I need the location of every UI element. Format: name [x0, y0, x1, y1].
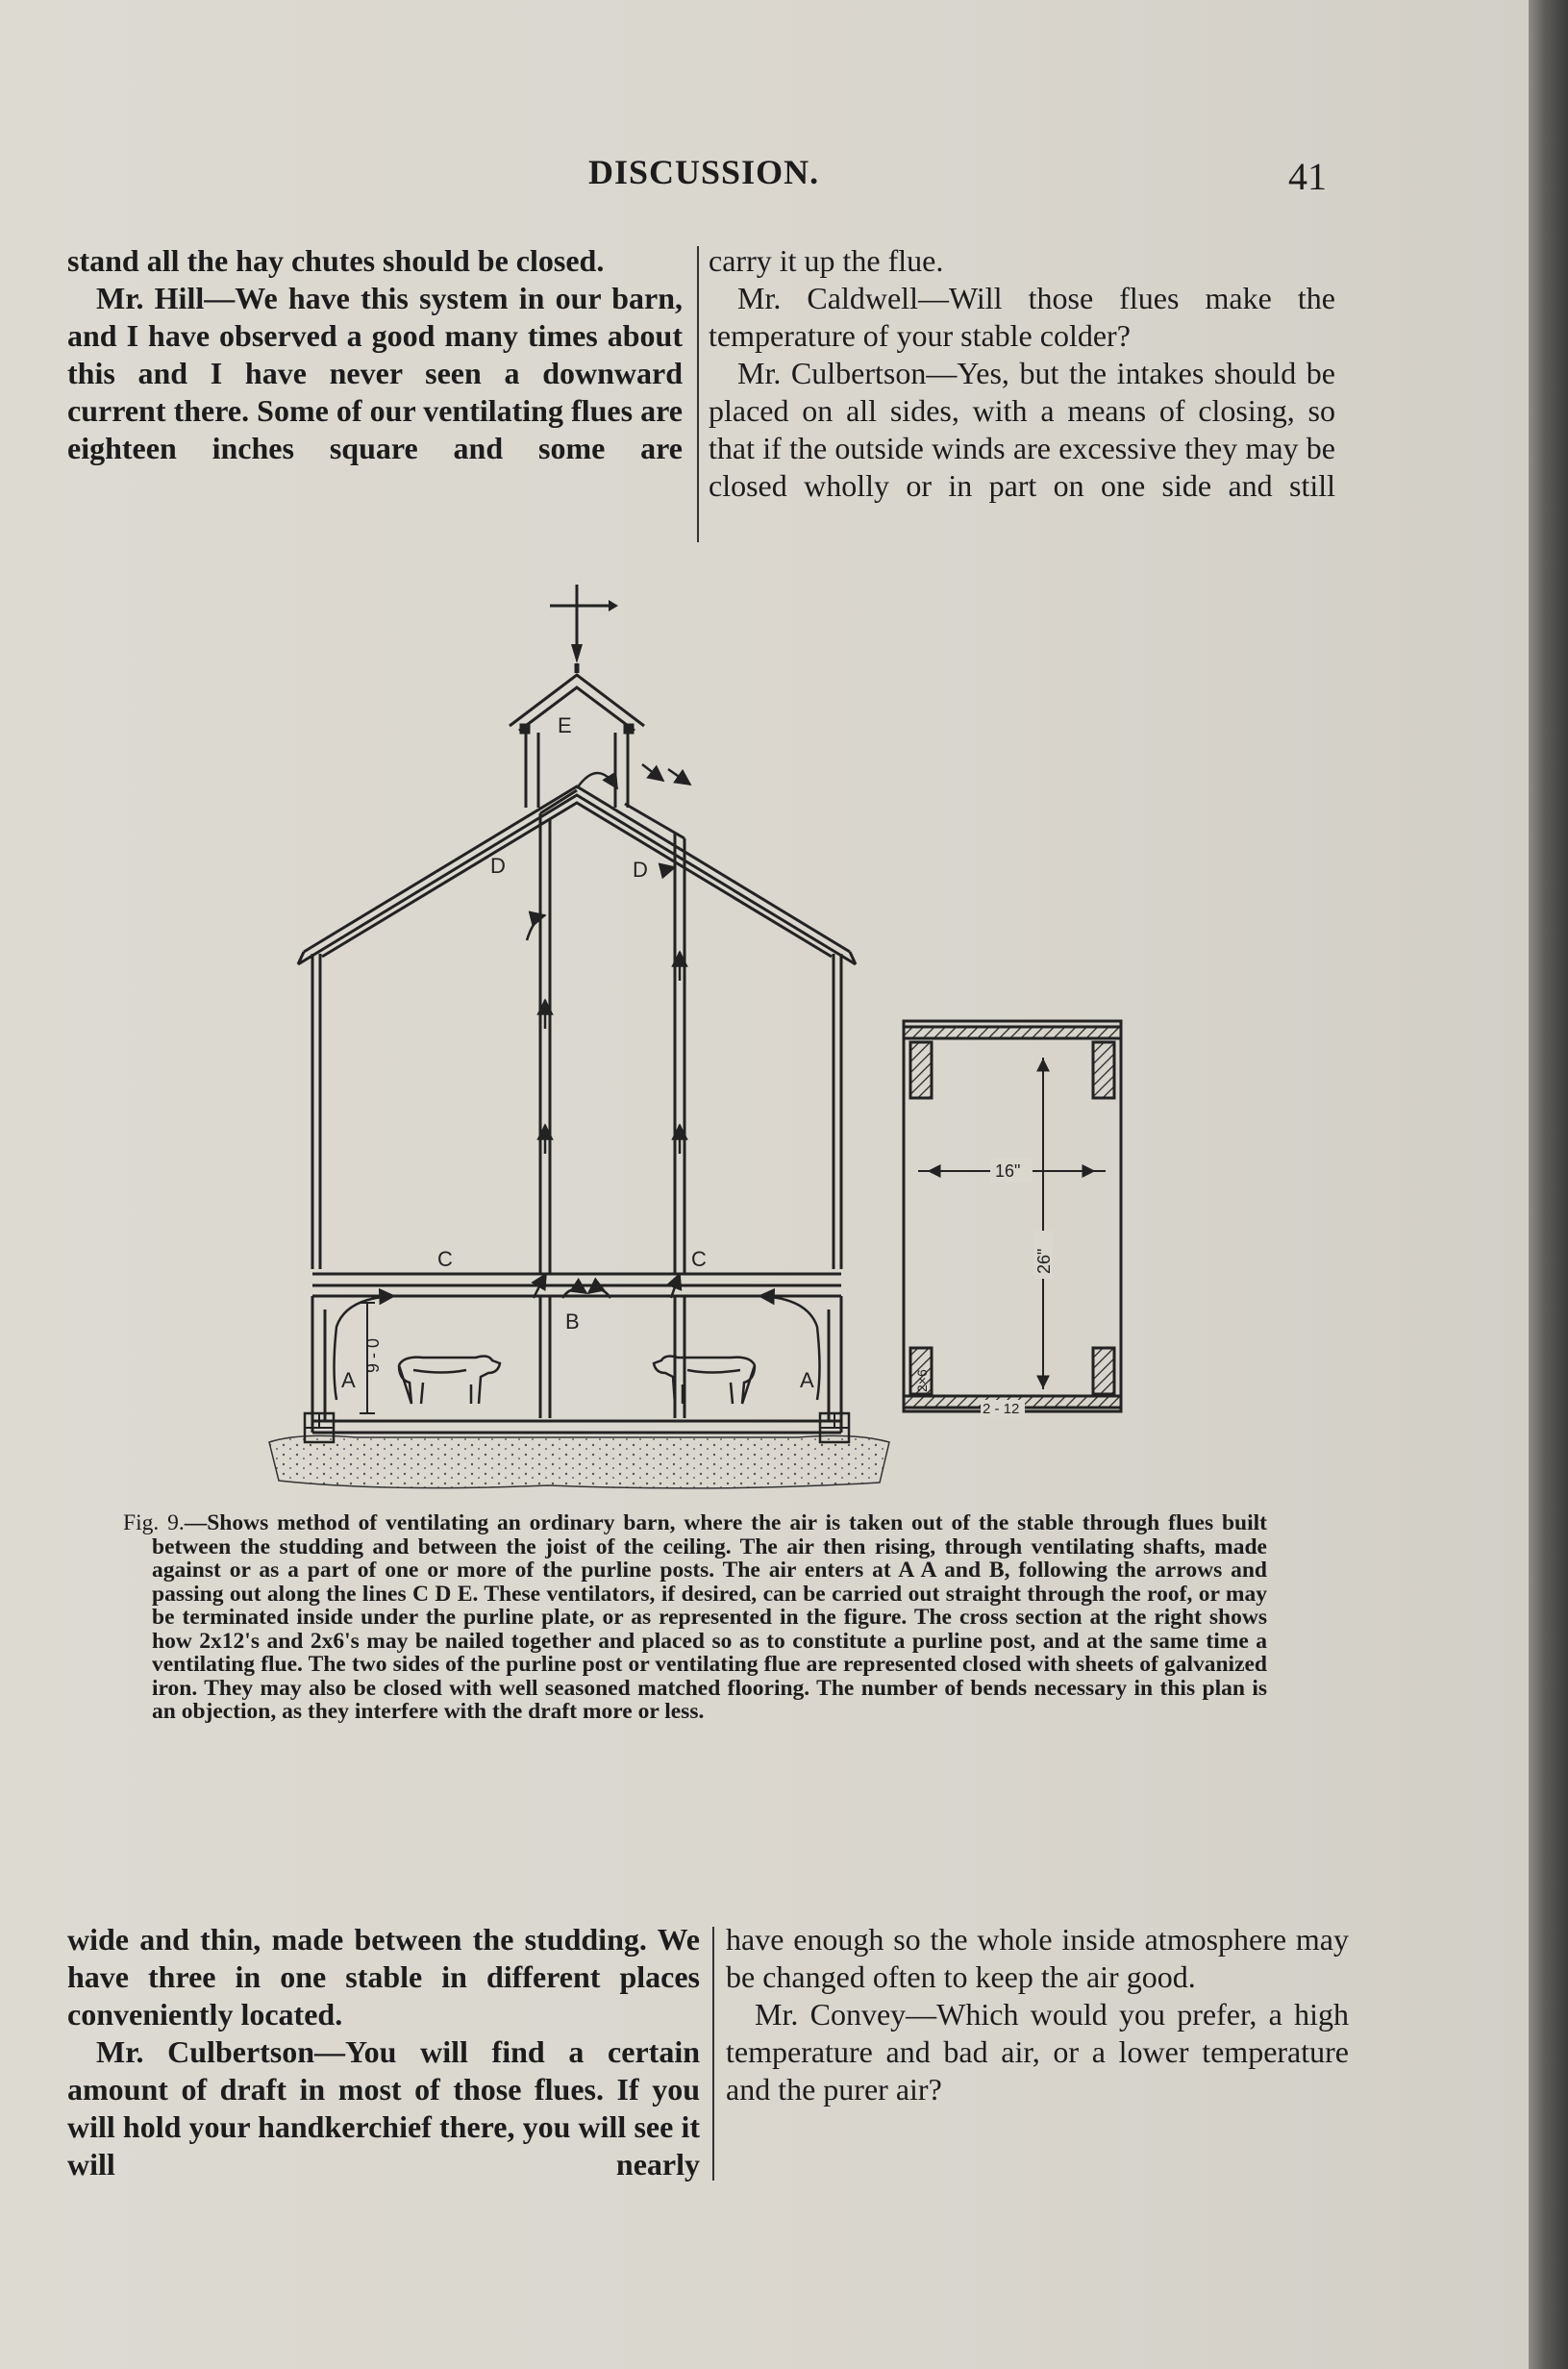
cow-left — [399, 1357, 500, 1404]
label-c-right: C — [691, 1247, 707, 1271]
label-width-dim: 16" — [995, 1161, 1021, 1181]
label-a-right: A — [800, 1368, 814, 1392]
paragraph: Mr. Caldwell—Will those flues make the temperature of your stable colder? — [709, 281, 1335, 353]
label-stud: 2×6 — [914, 1369, 930, 1392]
column-rule — [697, 246, 699, 542]
paragraph: Mr. Culbertson—You will find a certain amount of draft in most of those flues. If you will hold your handkerchief there, you will see it will nearly — [67, 2034, 700, 2182]
cow-right — [654, 1357, 755, 1404]
column-rule — [712, 1927, 714, 2181]
purline-cross-section — [904, 1021, 1121, 1411]
label-height-dim: 26" — [1034, 1248, 1054, 1274]
page-number: 41 — [1288, 155, 1327, 198]
label-b: B — [565, 1309, 580, 1334]
top-right-column — [709, 242, 1335, 505]
paragraph: stand all the hay chutes should be closed. — [67, 243, 605, 278]
label-plank: 2 - 12 — [983, 1401, 1020, 1417]
paragraph: Mr. Hill—We have this system in our barn, and I have observed a good many times about this and I have never seen a downward current there. Some of our ventilating flues are eighteen inches square and some are — [67, 281, 683, 465]
barn-walls — [312, 954, 841, 1433]
label-d-left: D — [490, 854, 506, 878]
barn-roof — [298, 786, 856, 964]
bottom-right-column — [726, 1921, 1349, 2108]
cross-section-labels — [914, 1158, 1054, 1417]
page-title: DISCUSSION. — [588, 153, 820, 191]
paragraph: Mr. Culbertson—Yes, but the intakes should be placed on all sides, with a means of closing, so that if the outside winds are excessive they may be closed wholly or in part on one side and still — [709, 356, 1335, 503]
paragraph: Mr. Convey—Which would you prefer, a high temperature and bad air, or a lower temperature and the purer air? — [726, 1997, 1349, 2107]
ventilating-flues — [540, 790, 684, 1418]
caption-text: —Shows method of ventilating an ordinary barn, where the air is taken out of the stable through flues built between the studding and between the joist of the ceiling. The air then rising, through ventilating shafts, made against or as a part of one or more of the purline posts. The air enters at A A and B, following the arrows and passing out along the lines C D E. These ventilators, if desired, can be carried out straight through the roof, or may be terminated inside under the purline plate, or as represented in the figure. The cross section at the right shows how 2x12's and 2x6's may be nailed together and placed so as to constitute a purline post, and at the same time a ventilating flue. The two sides of the purline post or ventilating flue are represented closed with sheets of galvanized iron. They may also be closed with well seasoned matched flooring. The number of bends necessary in this plan is an objection, as they interfere with the draft more or less. — [152, 1510, 1267, 1724]
label-a-left: A — [341, 1368, 356, 1392]
barn-ventilation-figure — [240, 567, 1154, 1519]
label-height: 9 - 0 — [363, 1337, 383, 1373]
bottom-left-column — [67, 1921, 700, 2183]
paragraph: carry it up the flue. — [709, 243, 944, 278]
paragraph: wide and thin, made between the studding. We have three in one stable in different places conveniently located. — [67, 1922, 700, 2032]
label-c-left: C — [437, 1247, 453, 1271]
running-head — [0, 152, 1404, 210]
barn-diagram — [240, 567, 1154, 1519]
book-spine-edge — [1529, 0, 1568, 2369]
paragraph: have enough so the whole inside atmosphere may be changed often to keep the air good. — [726, 1922, 1349, 1994]
weathervane — [550, 585, 618, 673]
foundation — [269, 1413, 889, 1488]
label-d-right: D — [633, 858, 648, 882]
airflow-arrows — [335, 764, 820, 1400]
figure-caption — [123, 1511, 1267, 1724]
caption-label: Fig. 9. — [123, 1510, 185, 1535]
top-left-column — [67, 242, 683, 467]
label-e: E — [558, 713, 572, 737]
